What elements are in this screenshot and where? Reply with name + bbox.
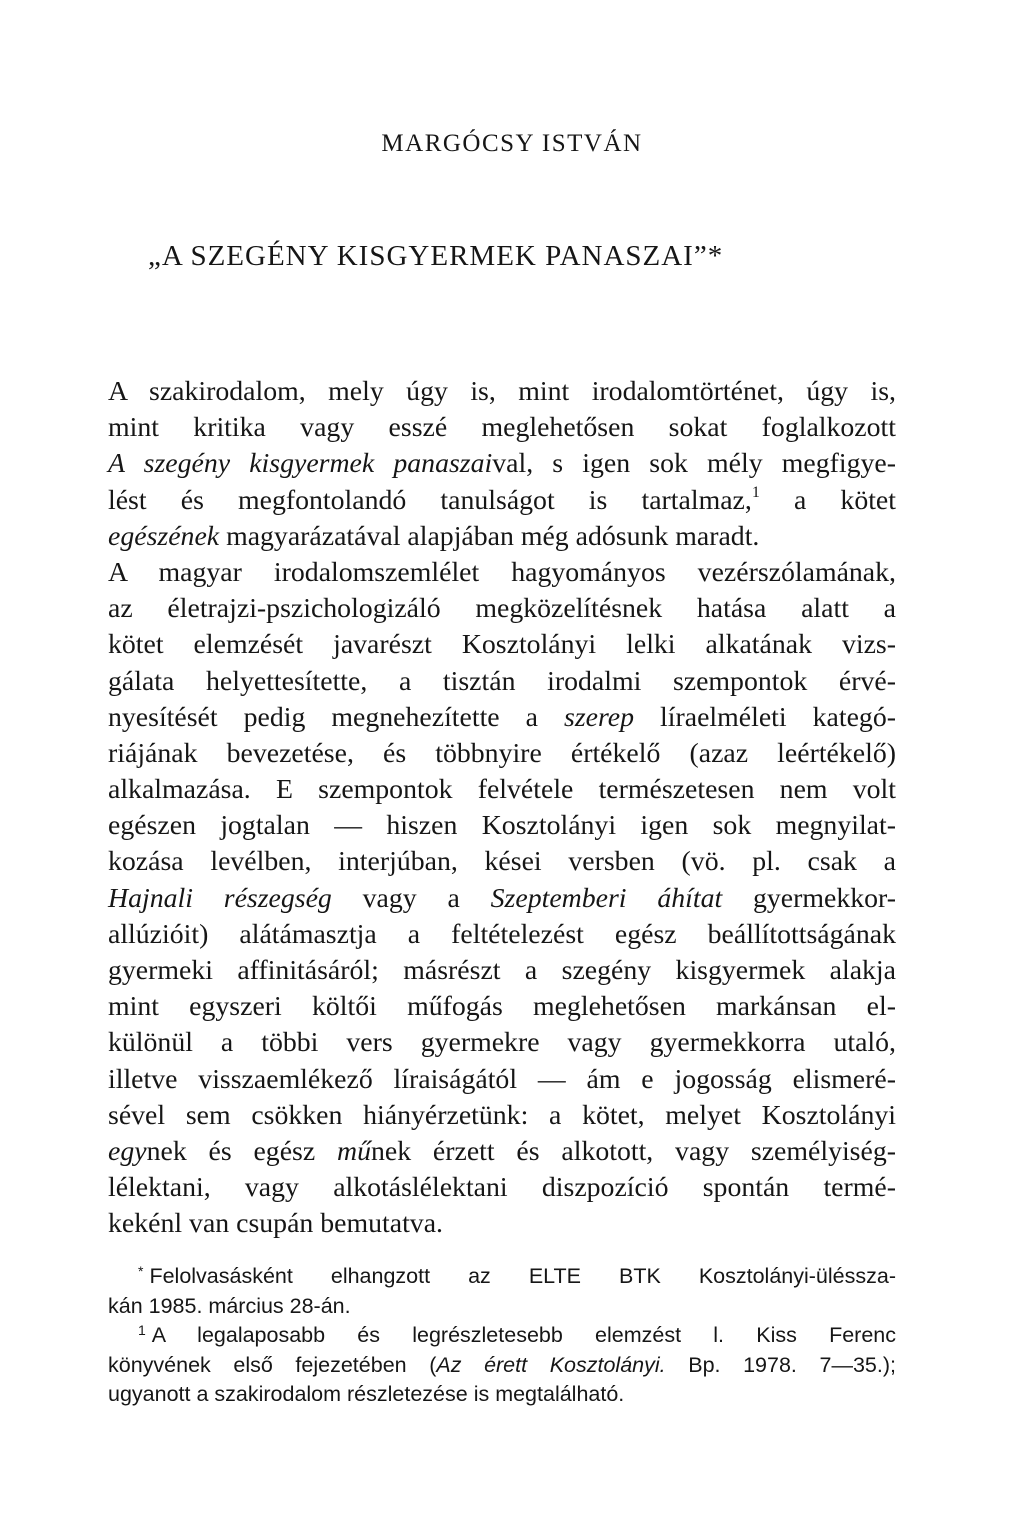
body-line: egészen jogtalan — hiszen Kosztolányi igen sok megnyilat- [108, 810, 896, 842]
body-line: kekénl van csupán bemutatva. [108, 1208, 443, 1240]
body-line: alkalmazása. E szempontok felvétele természetesen nem volt [108, 774, 896, 806]
body-line: nyesítését pedig megnehezítette a szerep líraelméleti kategó- [108, 701, 896, 733]
body-line: illetve visszaemlékező líraiságától — ám e jogosság elismeré- [108, 1063, 896, 1095]
footnote-asterisk-mark: * [138, 1263, 144, 1279]
article-body [108, 374, 896, 1243]
footnote-line: könyvének első fejezetében (Az érett Kosztolányi. Bp. 1978. 7—35.); [108, 1352, 896, 1377]
footnote-line: kán 1985. március 28-án. [108, 1293, 351, 1318]
body-line: különül a többi vers gyermekre vagy gyermekkorra utaló, [108, 1027, 896, 1059]
body-line: az életrajzi-pszichologizáló megközelítésnek hatása alatt a [108, 593, 896, 625]
body-line: egynek és egész műnek érzett és alkotott, vagy személyiség- [108, 1135, 896, 1167]
footnote-line: ugyanott a szakirodalom részletezése is megtalálható. [108, 1382, 625, 1406]
footnote-number-mark: 1 [138, 1322, 146, 1338]
book-title-italic: A szegény kisgyermek panaszai [108, 448, 493, 480]
body-line: kötet elemzését javarészt Kosztolányi lelki alkatának vizs- [108, 629, 896, 661]
body-line: mint egyszeri költői műfogás meglehetősen markánsan el- [108, 991, 896, 1023]
article-title: „A SZEGÉNY KISGYERMEK PANASZAI”* [148, 240, 724, 272]
body-line: gyermeki affinitásáról; másrészt a szegény kisgyermek alakja [108, 955, 896, 986]
body-line: lést és megfontolandó tanulságot is tartalmaz,$^1$ a kötet [108, 483, 896, 516]
body-line: A magyar irodalomszemlélet hagyományos vezérszólamának, [108, 556, 896, 588]
body-line: kozása levélben, interjúban, kései versben (vö. pl. csak a [108, 846, 896, 878]
footnote-line: $^1$ A legalaposabb és legrészletesebb elemzést l. Kiss Ferenc [138, 1322, 896, 1347]
body-line: lélektani, vagy alkotáslélektani diszpozíció spontán termé- [108, 1172, 896, 1204]
body-line: gálata helyettesítette, a tisztán irodalmi szempontok érvé- [108, 665, 896, 697]
body-line: A szakirodalom, mely úgy is, mint irodalomtörténet, úgy is, [108, 376, 896, 407]
footnotes [108, 1262, 896, 1410]
footnote-line: * Felolvasásként elhangzott az ELTE BTK Kosztolányi-ülésszа- [138, 1263, 896, 1288]
body-line: A szegény kisgyermek panaszaival, s igen sok mély megfigye- [108, 448, 896, 480]
author-name: MARGÓCSY ISTVÁN [381, 130, 643, 157]
body-line: sével sem csökken hiányérzetünk: a kötet, melyet Kosztolányi [108, 1099, 896, 1131]
body-line: allúzióit) alátámasztja a feltételezést egész beállítottságának [108, 918, 896, 950]
body-line: egészének magyarázatával alapjában még adósunk maradt. [108, 520, 760, 552]
body-line: Hajnali részegség vagy a Szeptemberi áhítat gyermekkor- [108, 882, 897, 914]
footnote-reference: 1 [751, 483, 760, 501]
body-line: riájának bevezetése, és többnyire értékelő (azaz leértékelő) [108, 737, 896, 769]
body-line: mint kritika vagy esszé meglehetősen sokat foglalkozott [108, 412, 896, 444]
